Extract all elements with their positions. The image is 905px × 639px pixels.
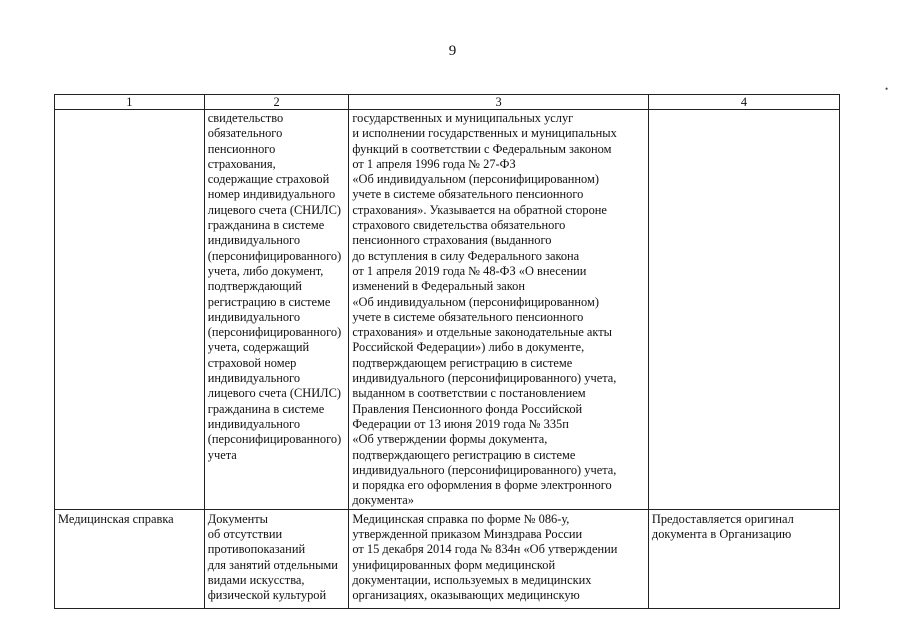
cell-text-line: лицевого счета (СНИЛС) xyxy=(207,386,341,401)
cell-text-line: содержащие страховой xyxy=(207,172,330,187)
cell-text-line: Правления Пенсионного фонда Российской xyxy=(352,401,583,416)
cell-text-line: Медицинская справка xyxy=(58,511,174,526)
cell-text-line: «Об индивидуальном (персонифицированном) xyxy=(352,172,599,187)
cell-text-line: индивидуального xyxy=(207,416,301,431)
cell-text-line: учета, содержащий xyxy=(207,340,310,355)
cell-text-line: лицевого счета (СНИЛС) xyxy=(207,202,341,217)
cell-text-line: страхования, xyxy=(207,156,276,171)
table-row xyxy=(55,509,840,608)
cell-text-line: подтверждающий xyxy=(207,279,302,294)
cell-text-line: индивидуального (персонифицированного) учета, xyxy=(352,462,617,477)
column-header-2: 2 xyxy=(204,95,349,110)
cell-text-line: выданном в соответствии с постановлением xyxy=(352,386,586,401)
cell-text-line: страхования». Указывается на обратной стороне xyxy=(352,202,607,217)
cell-text-line: изменений в Федеральный закон xyxy=(352,279,525,294)
cell-text-line: об отсутствии xyxy=(207,527,283,542)
cell-text-line: и исполнении государственных и муниципальных xyxy=(352,126,617,141)
cell-text-line: свидетельство xyxy=(207,111,284,125)
cell-text-line: «Об утверждении формы документа, xyxy=(352,432,548,447)
cell-document-description xyxy=(204,110,349,510)
cell-text-line: Федерации от 13 июня 2019 года № 335п xyxy=(352,416,569,431)
cell-document-description xyxy=(204,509,349,608)
cell-text-line: подтверждающего регистрацию в системе xyxy=(352,447,576,462)
table-header-row xyxy=(55,95,840,110)
page-number: 9 xyxy=(448,43,457,59)
cell-text-line: (персонифицированного) xyxy=(207,432,342,447)
cell-text-line: гражданина в системе xyxy=(207,218,325,233)
cell-text-line: физической культурой xyxy=(207,588,327,603)
cell-text-line: видами искусства, xyxy=(207,572,305,587)
cell-text-line: организациях, оказывающих медицинскую xyxy=(352,588,580,603)
cell-text-line: документа» xyxy=(352,493,414,508)
cell-legal-basis xyxy=(349,110,649,510)
cell-text-line: страхования» и отдельные законодательные акты xyxy=(352,325,613,340)
cell-text-line: (персонифицированного) xyxy=(207,248,342,263)
cell-text-line: индивидуального (персонифицированного) учета, xyxy=(352,371,617,386)
column-header-4: 4 xyxy=(648,95,839,110)
cell-text-line: гражданина в системе xyxy=(207,401,325,416)
cell-text-line: подтверждающем регистрацию в системе xyxy=(352,355,573,370)
stray-mark: • xyxy=(885,84,889,94)
cell-text-line: и порядка его оформления в форме электронного xyxy=(352,478,612,493)
cell-text-line: индивидуального xyxy=(207,233,301,248)
cell-text-line: от 1 апреля 1996 года № 27-ФЗ xyxy=(352,156,516,171)
cell-text-line: документации, используемых в медицинских xyxy=(352,572,592,587)
cell-text-line: до вступления в силу Федерального закона xyxy=(352,248,580,263)
cell-text-line: от 15 декабря 2014 года № 834н «Об утверждении xyxy=(352,542,618,557)
cell-text-line: Предоставляется оригинал xyxy=(651,511,794,526)
cell-text-line: пенсионного xyxy=(207,141,276,156)
cell-text-line: Российской Федерации») либо в документе, xyxy=(352,340,585,355)
requirements-table xyxy=(54,94,840,609)
cell-document-name xyxy=(55,509,205,608)
column-header-3: 3 xyxy=(349,95,649,110)
cell-text-line: документа в Организацию xyxy=(651,527,792,542)
cell-text-line: унифицированных форм медицинской xyxy=(352,557,556,572)
cell-text-line: индивидуального xyxy=(207,309,301,324)
cell-text-line: для занятий отдельными xyxy=(207,557,338,572)
cell-text-line: Документы xyxy=(207,511,269,526)
cell-text-line: Медицинская справка по форме № 086-у, xyxy=(352,511,570,526)
cell-text-line: страхового свидетельства обязательного xyxy=(352,218,566,233)
cell-text-line: противопоказаний xyxy=(207,542,306,557)
cell-text-line: утвержденной приказом Минздрава России xyxy=(352,527,583,542)
cell-text-line: учете в системе обязательного пенсионного xyxy=(352,309,584,324)
cell-text-line: индивидуального xyxy=(207,371,301,386)
cell-text-line: государственных и муниципальных услуг xyxy=(352,111,574,125)
cell-submission-note xyxy=(648,509,839,608)
cell-text-line: обязательного xyxy=(207,126,283,141)
cell-submission-note xyxy=(648,110,839,510)
cell-text-line: от 1 апреля 2019 года № 48-ФЗ «О внесении xyxy=(352,263,587,278)
cell-text-line: номер индивидуального xyxy=(207,187,336,202)
cell-text-line: регистрацию в системе xyxy=(207,294,331,309)
cell-text-line: (персонифицированного) xyxy=(207,325,342,340)
cell-text-line: пенсионного страхования (выданного xyxy=(352,233,552,248)
cell-text-line: страховой номер xyxy=(207,355,297,370)
table-row xyxy=(55,110,840,510)
cell-legal-basis xyxy=(349,509,649,608)
cell-text-line: функций в соответствии с Федеральным законом xyxy=(352,141,612,156)
cell-text-line: «Об индивидуальном (персонифицированном) xyxy=(352,294,599,309)
column-header-1: 1 xyxy=(55,95,205,110)
cell-document-name xyxy=(55,110,205,510)
cell-text-line: учете в системе обязательного пенсионного xyxy=(352,187,584,202)
cell-text-line: учета xyxy=(207,447,237,462)
cell-text-line: учета, либо документ, xyxy=(207,263,324,278)
